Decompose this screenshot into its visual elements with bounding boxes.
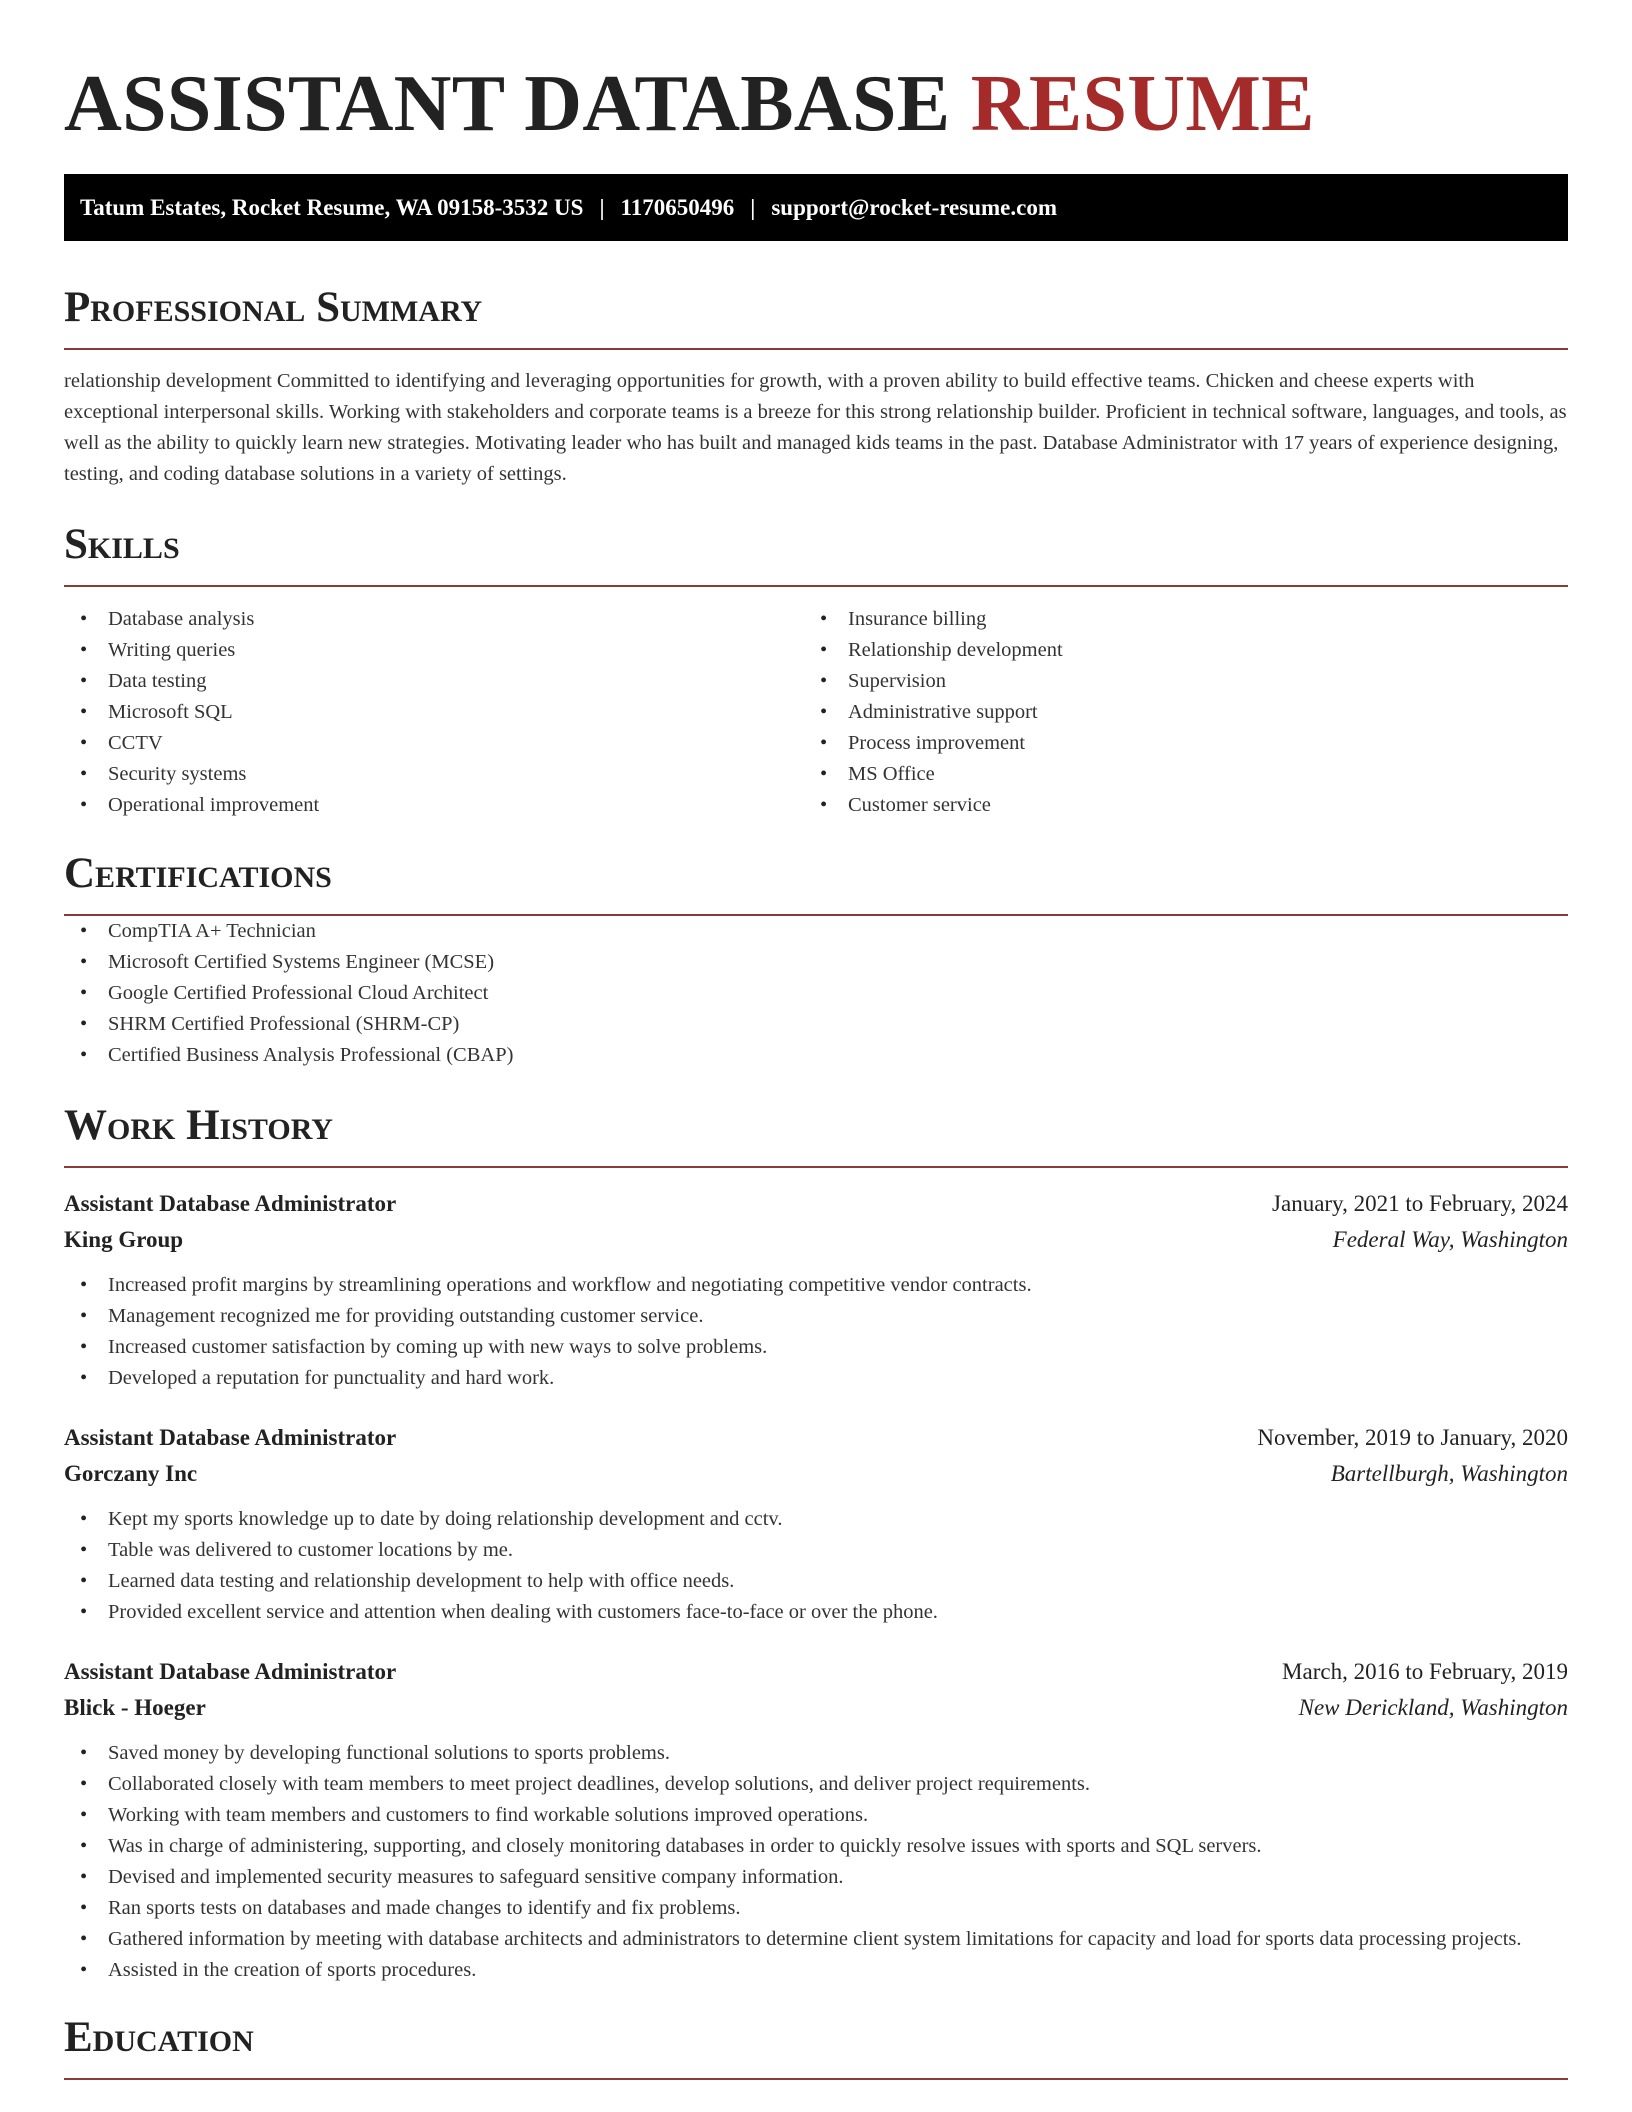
job-location: Bartellburgh, Washington bbox=[1330, 1461, 1568, 1486]
contact-separator: | bbox=[599, 194, 605, 220]
skills-list-right bbox=[804, 604, 1544, 821]
job-bullet: • Management recognized me for providing outstanding customer service. bbox=[64, 1301, 1568, 1332]
job-subheader-row bbox=[64, 1456, 1568, 1492]
job-company: Gorczany Inc bbox=[64, 1461, 198, 1486]
skill-item: • Customer service bbox=[804, 790, 1544, 821]
job-header-row bbox=[64, 1186, 1568, 1222]
job-subheader-row bbox=[64, 1690, 1568, 1726]
skill-item: • Supervision bbox=[804, 666, 1544, 697]
job-title: Assistant Database Administrator bbox=[64, 1425, 397, 1450]
job-bullet: • Collaborated closely with team members to meet project deadlines, develop solutions, and deliver project requirements. bbox=[64, 1769, 1568, 1800]
skill-item: • MS Office bbox=[804, 759, 1544, 790]
job-bullet: • Gathered information by meeting with database architects and administrators to determine client system limitations for capacity and load for sports data processing projects. bbox=[64, 1924, 1568, 1955]
job-company: King Group bbox=[64, 1227, 184, 1252]
job-bullets bbox=[64, 1270, 1568, 1394]
job-dates: March, 2016 to February, 2019 bbox=[1282, 1659, 1568, 1684]
certification-item: • Google Certified Professional Cloud Architect bbox=[64, 978, 1568, 1009]
contact-address: Tatum Estates, Rocket Resume, WA 09158-3532 US bbox=[80, 194, 584, 220]
job-header-row bbox=[64, 1654, 1568, 1690]
job-title: Assistant Database Administrator bbox=[64, 1659, 397, 1684]
job-header-row bbox=[64, 1420, 1568, 1456]
job-location: Federal Way, Washington bbox=[1332, 1227, 1568, 1252]
job-bullet: • Devised and implemented security measures to safeguard sensitive company information. bbox=[64, 1862, 1568, 1893]
job-bullet: • Working with team members and customers to find workable solutions improved operations. bbox=[64, 1800, 1568, 1831]
job-entry bbox=[64, 1420, 1568, 1628]
certification-item: • Certified Business Analysis Professional (CBAP) bbox=[64, 1040, 1568, 1071]
contact-email: support@rocket-resume.com bbox=[771, 194, 1057, 220]
resume-title bbox=[64, 0, 1568, 150]
job-entry bbox=[64, 1654, 1568, 1986]
certification-item: • Microsoft Certified Systems Engineer (MCSE) bbox=[64, 947, 1568, 978]
job-bullet: • Was in charge of administering, supporting, and closely monitoring databases in order to quickly resolve issues with sports and SQL servers. bbox=[64, 1831, 1568, 1862]
job-bullet: • Saved money by developing functional solutions to sports problems. bbox=[64, 1738, 1568, 1769]
job-bullets bbox=[64, 1504, 1568, 1628]
skill-item: • Writing queries bbox=[64, 635, 804, 666]
job-bullet: • Provided excellent service and attention when dealing with customers face-to-face or over the phone. bbox=[64, 1597, 1568, 1628]
skill-item: • Process improvement bbox=[804, 728, 1544, 759]
skills-list-left bbox=[64, 604, 804, 821]
skill-item: • Insurance billing bbox=[804, 604, 1544, 635]
skill-item: • Administrative support bbox=[804, 697, 1544, 728]
job-bullet: • Increased customer satisfaction by coming up with new ways to solve problems. bbox=[64, 1332, 1568, 1363]
job-bullet: • Ran sports tests on databases and made changes to identify and fix problems. bbox=[64, 1893, 1568, 1924]
title-accent: RESUME bbox=[970, 60, 1315, 148]
skill-item: • Database analysis bbox=[64, 604, 804, 635]
skill-item: • Security systems bbox=[64, 759, 804, 790]
job-bullet: • Developed a reputation for punctuality and hard work. bbox=[64, 1363, 1568, 1394]
contact-phone: 1170650496 bbox=[620, 194, 735, 220]
job-title: Assistant Database Administrator bbox=[64, 1191, 397, 1216]
skills-heading: Skills bbox=[64, 520, 1568, 587]
contact-bar bbox=[64, 174, 1568, 241]
skill-item: • Microsoft SQL bbox=[64, 697, 804, 728]
job-bullet: • Learned data testing and relationship development to help with office needs. bbox=[64, 1566, 1568, 1597]
title-main: ASSISTANT DATABASE bbox=[64, 60, 951, 148]
job-bullets bbox=[64, 1738, 1568, 1986]
skills-grid bbox=[64, 604, 1568, 821]
certification-item: • SHRM Certified Professional (SHRM-CP) bbox=[64, 1009, 1568, 1040]
education-heading: Education bbox=[64, 2013, 1568, 2080]
contact-separator: | bbox=[750, 194, 756, 220]
certifications-heading: Certifications bbox=[64, 849, 1568, 916]
job-entry bbox=[64, 1186, 1568, 1394]
job-subheader-row bbox=[64, 1222, 1568, 1258]
certification-item: • CompTIA A+ Technician bbox=[64, 916, 1568, 947]
skill-item: • CCTV bbox=[64, 728, 804, 759]
job-location: New Derickland, Washington bbox=[1298, 1695, 1568, 1720]
job-dates: November, 2019 to January, 2020 bbox=[1257, 1425, 1568, 1450]
job-company: Blick - Hoeger bbox=[64, 1695, 206, 1720]
work-history-heading: Work History bbox=[64, 1101, 1568, 1168]
summary-text: relationship development Committed to identifying and leveraging opportunities for growth, with a proven ability to build effective teams. Chicken and cheese experts with exceptional interpersonal skills. Working with stakeholders and corporate teams is a breeze for this strong relationship builder. Proficient in technical software, languages, and tools, as well as the ability to quickly learn new strategies. Motivating leader who has built and managed kids teams in the past. Database Administrator with 17 years of experience designing, testing, and coding database solutions in a variety of settings. bbox=[64, 370, 1567, 485]
certifications-list bbox=[64, 916, 1568, 1071]
job-bullet: • Kept my sports knowledge up to date by doing relationship development and cctv. bbox=[64, 1504, 1568, 1535]
job-bullet: • Table was delivered to customer locations by me. bbox=[64, 1535, 1568, 1566]
job-bullet: • Increased profit margins by streamlining operations and workflow and negotiating competitive vendor contracts. bbox=[64, 1270, 1568, 1301]
job-bullet: • Assisted in the creation of sports procedures. bbox=[64, 1955, 1568, 1986]
skill-item: • Data testing bbox=[64, 666, 804, 697]
job-dates: January, 2021 to February, 2024 bbox=[1272, 1191, 1568, 1216]
skill-item: • Operational improvement bbox=[64, 790, 804, 821]
summary-heading: Professional Summary bbox=[64, 283, 1568, 350]
skill-item: • Relationship development bbox=[804, 635, 1544, 666]
